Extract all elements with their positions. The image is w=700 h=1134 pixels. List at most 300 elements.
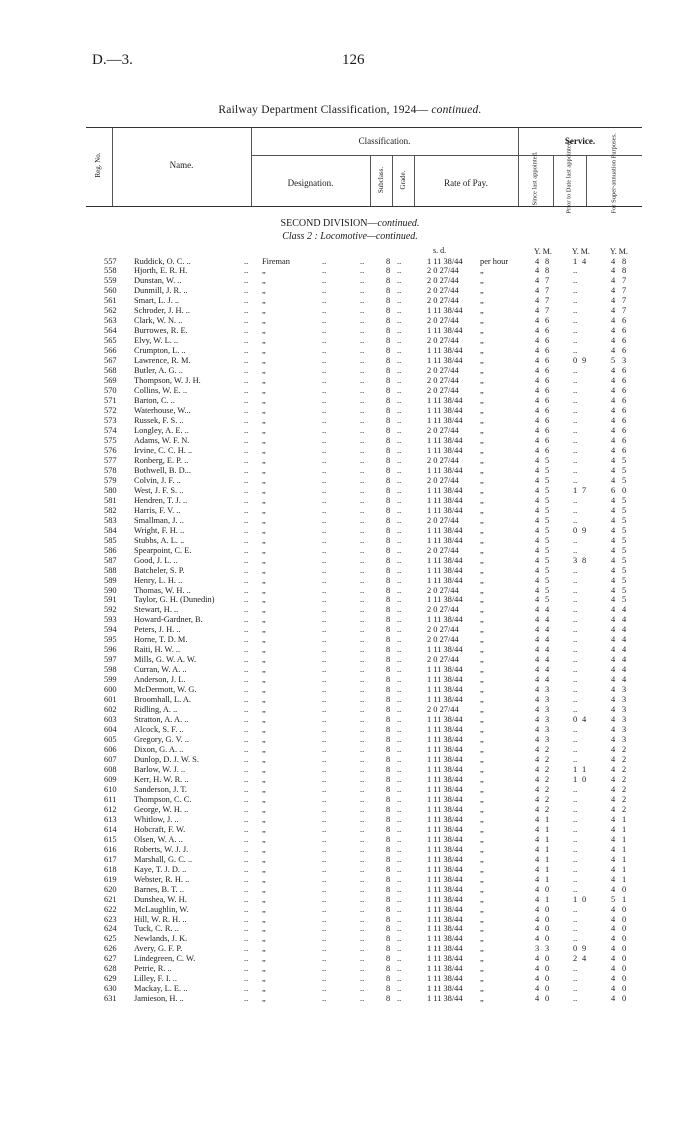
prior-years: .. (573, 804, 578, 814)
subclass: 8 (386, 655, 391, 665)
table-row (0, 326, 700, 335)
rate-unit: „ (480, 725, 484, 735)
designation: „ (262, 575, 266, 585)
leader-dots: .. (244, 565, 249, 575)
rate-of-pay: 1 11 38/44 (427, 854, 463, 864)
table-row (0, 805, 700, 814)
since-last-years: 4 (535, 695, 540, 705)
leader-dots: .. (360, 984, 365, 994)
superannuation-years: 4 (611, 695, 616, 705)
reg-number: 567 (104, 356, 117, 366)
superannuation-months: 5 (622, 585, 627, 595)
since-last-months: 0 (545, 884, 550, 894)
superannuation-years: 4 (611, 376, 616, 386)
rate-of-pay: 1 11 38/44 (427, 495, 463, 505)
reg-number: 603 (104, 715, 117, 725)
designation: „ (262, 994, 266, 1004)
leader-dots: .. (360, 495, 365, 505)
reg-number: 583 (104, 515, 117, 525)
prior-years: .. (573, 455, 578, 465)
superannuation-years: 4 (611, 256, 616, 266)
since-last-months: 7 (545, 276, 550, 286)
prior-years: .. (573, 416, 578, 426)
rate-unit: per hour (480, 256, 509, 266)
rate-of-pay: 1 11 38/44 (427, 416, 463, 426)
leader-dots: .. (397, 804, 402, 814)
reg-number: 613 (104, 814, 117, 824)
leader-dots: .. (244, 515, 249, 525)
designation: „ (262, 445, 266, 455)
subclass: 8 (386, 764, 391, 774)
leader-dots: .. (397, 545, 402, 555)
superannuation-months: 6 (622, 386, 627, 396)
employee-name: Gregory, G. V. .. (134, 735, 189, 745)
superannuation-months: 5 (622, 565, 627, 575)
leader-dots: .. (322, 794, 327, 804)
table-row (0, 605, 700, 614)
superannuation-years: 4 (611, 406, 616, 416)
since-last-months: 6 (545, 376, 550, 386)
employee-name: Dunlop, D. J. W. S. (134, 755, 199, 764)
employee-name: Thomas, W. H. .. (134, 585, 191, 595)
since-last-years: 4 (535, 625, 540, 635)
superannuation-months: 1 (622, 874, 627, 884)
designation: „ (262, 505, 266, 515)
employee-name: Marshall, G. C. .. (134, 854, 193, 864)
subclass: 8 (386, 605, 391, 615)
leader-dots: .. (322, 565, 327, 575)
since-last-years: 4 (535, 435, 540, 445)
employee-name: Roberts, W. J. J. (134, 844, 189, 854)
leader-dots: .. (244, 944, 249, 954)
employee-name: Smallman, J. .. (134, 515, 184, 525)
leader-dots: .. (360, 934, 365, 944)
table-row (0, 695, 700, 704)
reg-number: 597 (104, 655, 117, 665)
designation: „ (262, 685, 266, 695)
superannuation-years: 4 (611, 445, 616, 455)
rate-of-pay: 1 11 38/44 (427, 924, 463, 934)
superannuation-years: 4 (611, 814, 616, 824)
prior-years: .. (573, 745, 578, 755)
leader-dots: .. (360, 675, 365, 685)
table-row (0, 615, 700, 624)
rate-of-pay: 2 0 27/44 (427, 605, 459, 615)
leader-dots: .. (322, 884, 327, 894)
prior-months: 7 (582, 485, 587, 495)
superannuation-years: 4 (611, 834, 616, 844)
since-last-months: 6 (545, 435, 550, 445)
table-row (0, 885, 700, 894)
table-row (0, 934, 700, 943)
rate-of-pay: 1 11 38/44 (427, 565, 463, 575)
subclass: 8 (386, 316, 391, 326)
reg-number: 563 (104, 316, 117, 326)
rate-unit: „ (480, 814, 484, 824)
since-last-years: 4 (535, 914, 540, 924)
leader-dots: .. (397, 864, 402, 874)
leader-dots: .. (360, 884, 365, 894)
employee-name: Dunmill, J. R. .. (134, 286, 188, 296)
since-last-years: 4 (535, 854, 540, 864)
prior-years: 0 (573, 356, 578, 366)
since-last-years: 4 (535, 665, 540, 675)
table-row (0, 895, 700, 904)
prior-years: .. (573, 535, 578, 545)
since-last-years: 4 (535, 555, 540, 565)
employee-name: Lilley, F. I. .. (134, 974, 177, 984)
prior-years: .. (573, 635, 578, 645)
table-row (0, 735, 700, 744)
rate-of-pay: 1 11 38/44 (427, 735, 463, 745)
rate-of-pay: 1 11 38/44 (427, 396, 463, 406)
table-row (0, 665, 700, 674)
designation: „ (262, 346, 266, 356)
leader-dots: .. (397, 276, 402, 286)
rate-unit: „ (480, 854, 484, 864)
prior-years: .. (573, 784, 578, 794)
table-row (0, 546, 700, 555)
since-last-months: 6 (545, 346, 550, 356)
since-last-months: 5 (545, 455, 550, 465)
leader-dots: .. (360, 595, 365, 605)
leader-dots: .. (244, 585, 249, 595)
since-last-years: 4 (535, 465, 540, 475)
table-row (0, 396, 700, 405)
leader-dots: .. (244, 675, 249, 685)
leader-dots: .. (360, 824, 365, 834)
leader-dots: .. (360, 964, 365, 974)
leader-dots: .. (322, 894, 327, 904)
prior-years: 0 (573, 715, 578, 725)
since-last-years: 4 (535, 894, 540, 904)
since-last-months: 6 (545, 416, 550, 426)
table-row (0, 675, 700, 684)
subclass: 8 (386, 844, 391, 854)
rate-unit: „ (480, 625, 484, 635)
table-row (0, 655, 700, 664)
table-row (0, 795, 700, 804)
employee-name: Broomhall, L. A. (134, 695, 191, 705)
designation: „ (262, 934, 266, 944)
rate-of-pay: 2 0 27/44 (427, 455, 459, 465)
designation: „ (262, 535, 266, 545)
superannuation-years: 4 (611, 565, 616, 575)
leader-dots: .. (322, 655, 327, 665)
leader-dots: .. (322, 435, 327, 445)
subclass: 8 (386, 824, 391, 834)
reg-number: 580 (104, 485, 117, 495)
rate-unit: „ (480, 864, 484, 874)
subclass: 8 (386, 755, 391, 764)
rate-of-pay: 2 0 27/44 (427, 545, 459, 555)
leader-dots: .. (322, 675, 327, 685)
subclass: 8 (386, 256, 391, 266)
leader-dots: .. (360, 914, 365, 924)
prior-months: 4 (582, 256, 587, 266)
since-last-months: 5 (545, 485, 550, 495)
reg-number: 560 (104, 286, 117, 296)
superannuation-years: 4 (611, 435, 616, 445)
employee-name: Butler, A. G. .. (134, 366, 183, 376)
prior-years: .. (573, 854, 578, 864)
subclass: 8 (386, 725, 391, 735)
since-last-months: 6 (545, 386, 550, 396)
leader-dots: .. (244, 705, 249, 715)
leader-dots: .. (244, 475, 249, 485)
leader-dots: .. (322, 665, 327, 675)
page-number: 126 (342, 52, 365, 68)
reg-number: 604 (104, 725, 117, 735)
table-row (0, 835, 700, 844)
superannuation-years: 4 (611, 306, 616, 316)
subclass: 8 (386, 465, 391, 475)
prior-years: .. (573, 974, 578, 984)
rate-of-pay: 1 11 38/44 (427, 834, 463, 844)
class-prefix: Class 2 : (282, 231, 318, 242)
designation: „ (262, 286, 266, 296)
subclass: 8 (386, 705, 391, 715)
designation: „ (262, 336, 266, 346)
subclass: 8 (386, 525, 391, 535)
employee-name: Avery, G. F. P. (134, 944, 183, 954)
rate-of-pay: 1 11 38/44 (427, 555, 463, 565)
since-last-years: 4 (535, 964, 540, 974)
table-row (0, 964, 700, 973)
since-last-years: 4 (535, 525, 540, 535)
leader-dots: .. (244, 924, 249, 934)
since-last-months: 3 (545, 735, 550, 745)
reg-number: 629 (104, 974, 117, 984)
reg-number: 568 (104, 366, 117, 376)
table-row (0, 506, 700, 515)
leader-dots: .. (244, 495, 249, 505)
leader-dots: .. (322, 854, 327, 864)
reg-number: 626 (104, 944, 117, 954)
designation: „ (262, 296, 266, 306)
table-row (0, 954, 700, 963)
rate-unit: „ (480, 575, 484, 585)
table-row (0, 586, 700, 595)
employee-name: Thompson, C. C. (134, 794, 192, 804)
leader-dots: .. (360, 435, 365, 445)
leader-dots: .. (322, 595, 327, 605)
superannuation-years: 4 (611, 296, 616, 306)
superannuation-months: 5 (622, 595, 627, 605)
reg-number: 573 (104, 416, 117, 426)
division-continued: continued. (377, 218, 420, 229)
leader-dots: .. (397, 376, 402, 386)
leader-dots: .. (322, 316, 327, 326)
superannuation-months: 2 (622, 804, 627, 814)
leader-dots: .. (360, 475, 365, 485)
designation: „ (262, 326, 266, 336)
leader-dots: .. (397, 495, 402, 505)
superannuation-months: 4 (622, 615, 627, 625)
leader-dots: .. (322, 635, 327, 645)
leader-dots: .. (322, 715, 327, 725)
subclass: 8 (386, 675, 391, 685)
leader-dots: .. (244, 834, 249, 844)
subclass: 8 (386, 595, 391, 605)
leader-dots: .. (360, 894, 365, 904)
superannuation-months: 6 (622, 366, 627, 376)
leader-dots: .. (244, 725, 249, 735)
rate-of-pay: 1 11 38/44 (427, 435, 463, 445)
superannuation-years: 4 (611, 625, 616, 635)
rate-unit: „ (480, 455, 484, 465)
designation: „ (262, 366, 266, 376)
designation: „ (262, 396, 266, 406)
leader-dots: .. (244, 764, 249, 774)
subclass: 8 (386, 296, 391, 306)
employee-name: Lindegreen, C. W. (134, 954, 196, 964)
superannuation-months: 0 (622, 934, 627, 944)
employee-name: Smart, L. J. .. (134, 296, 180, 306)
leader-dots: .. (322, 774, 327, 784)
since-last-months: 8 (545, 266, 550, 276)
rate-of-pay: 2 0 27/44 (427, 336, 459, 346)
designation: „ (262, 944, 266, 954)
employee-name: Harris, F. V. .. (134, 505, 181, 515)
superannuation-months: 2 (622, 745, 627, 755)
rate-of-pay: 1 11 38/44 (427, 346, 463, 356)
rate-unit: „ (480, 346, 484, 356)
employee-name: Batcheler, S. P. (134, 565, 185, 575)
superannuation-months: 2 (622, 784, 627, 794)
since-last-years: 4 (535, 745, 540, 755)
leader-dots: .. (397, 984, 402, 994)
prior-months: 1 (582, 764, 587, 774)
subclass: 8 (386, 924, 391, 934)
reg-number: 623 (104, 914, 117, 924)
prior-years: .. (573, 904, 578, 914)
superannuation-months: 0 (622, 485, 627, 495)
since-last-months: 1 (545, 854, 550, 864)
superannuation-months: 1 (622, 824, 627, 834)
reg-number: 576 (104, 445, 117, 455)
superannuation-months: 3 (622, 356, 627, 366)
subclass: 8 (386, 386, 391, 396)
leader-dots: .. (360, 695, 365, 705)
leader-dots: .. (397, 705, 402, 715)
rate-of-pay: 1 11 38/44 (427, 934, 463, 944)
rate-unit: „ (480, 705, 484, 715)
leader-dots: .. (244, 784, 249, 794)
designation: „ (262, 525, 266, 535)
since-last-months: 6 (545, 396, 550, 406)
superannuation-months: 0 (622, 904, 627, 914)
superannuation-months: 5 (622, 555, 627, 565)
table-row (0, 576, 700, 585)
leader-dots: .. (244, 445, 249, 455)
employee-name: Tuck, C. R. .. (134, 924, 179, 934)
superannuation-years: 4 (611, 316, 616, 326)
leader-dots: .. (244, 844, 249, 854)
since-last-years: 4 (535, 565, 540, 575)
subclass: 8 (386, 376, 391, 386)
designation: „ (262, 715, 266, 725)
prior-months: 0 (582, 774, 587, 784)
prior-years: 0 (573, 525, 578, 535)
leader-dots: .. (360, 535, 365, 545)
superannuation-months: 1 (622, 834, 627, 844)
table-row (0, 556, 700, 565)
rate-unit: „ (480, 615, 484, 625)
subclass: 8 (386, 555, 391, 565)
rate-of-pay: 1 11 38/44 (427, 725, 463, 735)
subclass: 8 (386, 695, 391, 705)
table-row (0, 306, 700, 315)
employee-name: Stewart, H. .. (134, 605, 179, 615)
prior-years: .. (573, 625, 578, 635)
units-years-months-1: Y. M. (534, 247, 552, 256)
rate-unit: „ (480, 316, 484, 326)
prior-years: .. (573, 685, 578, 695)
employee-name: Thompson, W. J. H. (134, 376, 201, 386)
superannuation-months: 3 (622, 695, 627, 705)
superannuation-years: 4 (611, 725, 616, 735)
subclass: 8 (386, 625, 391, 635)
rate-of-pay: 1 11 38/44 (427, 824, 463, 834)
leader-dots: .. (244, 505, 249, 515)
leader-dots: .. (360, 834, 365, 844)
since-last-months: 1 (545, 834, 550, 844)
table-row (0, 595, 700, 604)
rate-unit: „ (480, 286, 484, 296)
rate-unit: „ (480, 336, 484, 346)
employee-name: Longley, A. E. .. (134, 425, 189, 435)
prior-years: .. (573, 545, 578, 555)
leader-dots: .. (322, 455, 327, 465)
reg-number: 627 (104, 954, 117, 964)
since-last-years: 4 (535, 256, 540, 266)
leader-dots: .. (322, 276, 327, 286)
superannuation-months: 1 (622, 854, 627, 864)
leader-dots: .. (322, 735, 327, 745)
superannuation-months: 7 (622, 306, 627, 316)
since-last-months: 5 (545, 535, 550, 545)
since-last-months: 0 (545, 904, 550, 914)
rate-unit: „ (480, 605, 484, 615)
leader-dots: .. (397, 755, 402, 764)
rate-of-pay: 2 0 27/44 (427, 296, 459, 306)
designation: „ (262, 615, 266, 625)
rate-unit: „ (480, 515, 484, 525)
since-last-years: 4 (535, 924, 540, 934)
subclass: 8 (386, 535, 391, 545)
leader-dots: .. (397, 336, 402, 346)
rate-unit: „ (480, 675, 484, 685)
prior-years: .. (573, 605, 578, 615)
reg-number: 599 (104, 675, 117, 685)
rate-unit: „ (480, 715, 484, 725)
table-row (0, 366, 700, 375)
prior-years: .. (573, 695, 578, 705)
since-last-years: 4 (535, 495, 540, 505)
employee-name: Colvin, J. F. .. (134, 475, 181, 485)
leader-dots: .. (322, 376, 327, 386)
designation: „ (262, 605, 266, 615)
leader-dots: .. (322, 964, 327, 974)
leader-dots: .. (397, 356, 402, 366)
leader-dots: .. (360, 406, 365, 416)
leader-dots: .. (397, 964, 402, 974)
superannuation-years: 4 (611, 515, 616, 525)
leader-dots: .. (244, 396, 249, 406)
since-last-years: 4 (535, 356, 540, 366)
leader-dots: .. (397, 814, 402, 824)
